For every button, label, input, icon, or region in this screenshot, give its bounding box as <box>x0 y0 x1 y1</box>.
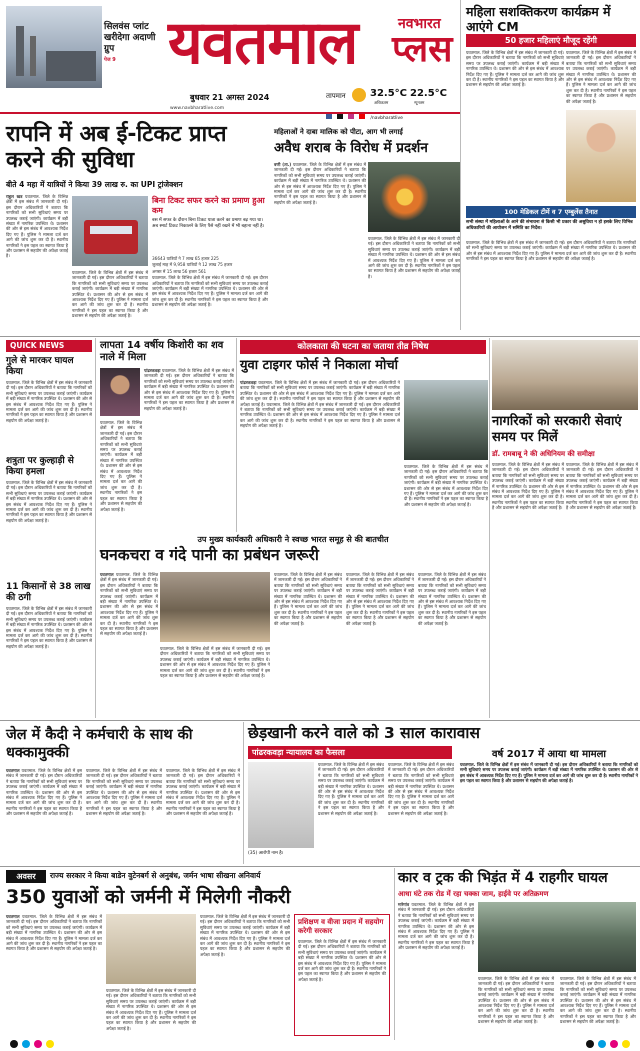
accident-body-2: यवतमाल. जिले के विभिन्न क्षेत्रों में इस संबंध में जानकारी दी गई। इस दौरान अधिकारियों ने बताया कि नागरिकों को सभी सुविधाएं समय पर उपलब्ध कराई जाएंगी। कार्यक्रम में बड़ी संख्या में नागरिक उपस्थित थे। प्रशासन की ओर से इस संबंध में आवश्यक निर्देश दिए गए हैं। पुलिस ने मामला दर्ज कर आगे की जांच शुरू कर दी है। स्थानीय नागरिकों ने इस पहल का स्वागत किया है और प्रशासन से सहयोग की अपेक्षा जताई है। <box>478 976 554 1025</box>
lead-story <box>0 116 270 336</box>
liquor-body: वणी (ता.) यवतमाल. जिले के विभिन्न क्षेत्रों में इस संबंध में जानकारी दी गई। इस दौरान अधिकारियों ने बताया कि नागरिकों को सभी सुविधाएं समय पर उपलब्ध कराई जाएंगी। कार्यक्रम में बड़ी संख्या में नागरिक उपस्थित थे। प्रशासन की ओर से इस संबंध में आवश्यक निर्देश दिए गए हैं। पुलिस ने मामला दर्ज कर आगे की जांच शुरू कर दी है। स्थानीय नागरिकों ने इस पहल का स्वागत किया है और प्रशासन से सहयोग की अपेक्षा जताई है। <box>274 162 366 205</box>
divider <box>489 338 490 718</box>
waste-body: यवतमाल यवतमाल. जिले के विभिन्न क्षेत्रों में इस संबंध में जानकारी दी गई। इस दौरान अधिकारियों ने बताया कि नागरिकों को सभी सुविधाएं समय पर उपलब्ध कराई जाएंगी। कार्यक्रम में बड़ी संख्या में नागरिक उपस्थित थे। प्रशासन की ओर से इस संबंध में आवश्यक निर्देश दिए गए हैं। पुलिस ने मामला दर्ज कर आगे की जांच शुरू कर दी है। स्थानीय नागरिकों ने इस पहल का स्वागत किया है और प्रशासन से सहयोग की अपेक्षा जताई है। <box>100 572 158 637</box>
liquor-body-2: यवतमाल. जिले के विभिन्न क्षेत्रों में इस संबंध में जानकारी दी गई। इस दौरान अधिकारियों ने बताया कि नागरिकों को सभी सुविधाएं समय पर उपलब्ध कराई जाएंगी। कार्यक्रम में बड़ी संख्या में नागरिक उपस्थित थे। प्रशासन की ओर से इस संबंध में आवश्यक निर्देश दिए गए हैं। पुलिस ने मामला दर्ज कर आगे की जांच शुरू कर दी है। स्थानीय नागरिकों ने इस पहल का स्वागत किया है और प्रशासन से सहयोग की अपेक्षा जताई है। <box>368 236 460 279</box>
citizens-photo <box>492 340 638 410</box>
cm-event-section <box>462 0 640 330</box>
kolkata-photo <box>404 380 488 460</box>
germany-box-title: प्रशिक्षण व वीजा प्रदान में सहयोग करेगी सरकार <box>298 918 384 935</box>
waste-body-4: यवतमाल. जिले के विभिन्न क्षेत्रों में इस संबंध में जानकारी दी गई। इस दौरान अधिकारियों ने बताया कि नागरिकों को सभी सुविधाएं समय पर उपलब्ध कराई जाएंगी। कार्यक्रम में बड़ी संख्या में नागरिक उपस्थित थे। प्रशासन की ओर से इस संबंध में आवश्यक निर्देश दिए गए हैं। पुलिस ने मामला दर्ज कर आगे की जांच शुरू कर दी है। स्थानीय नागरिकों ने इस पहल का स्वागत किया है और प्रशासन से सहयोग की अपेक्षा जताई है। <box>346 572 414 626</box>
missing-girl-headline: लापता 14 वर्षीय किशोरी का शव नाले में मिला <box>100 340 224 363</box>
kolkata-story <box>238 338 488 532</box>
germany-box <box>294 914 390 1036</box>
accident-body-3: यवतमाल. जिले के विभिन्न क्षेत्रों में इस संबंध में जानकारी दी गई। इस दौरान अधिकारियों ने बताया कि नागरिकों को सभी सुविधाएं समय पर उपलब्ध कराई जाएंगी। कार्यक्रम में बड़ी संख्या में नागरिक उपस्थित थे। प्रशासन की ओर से इस संबंध में आवश्यक निर्देश दिए गए हैं। पुलिस ने मामला दर्ज कर आगे की जांच शुरू कर दी है। स्थानीय नागरिकों ने इस पहल का स्वागत किया है और प्रशासन से सहयोग की अपेक्षा जताई है। <box>560 976 636 1025</box>
divider <box>0 720 640 721</box>
harass-subhead: पांढरकवड़ा न्यायालय का फैसला <box>248 746 452 759</box>
harass-story <box>246 722 640 864</box>
lead-subhead: बीते 4 महा में यात्रियों ने किया 39 लाख रु. का UPI ट्रांजेक्शन <box>6 180 183 189</box>
quick-news-body-1: यवतमाल. जिले के विभिन्न क्षेत्रों में इस संबंध में जानकारी दी गई। इस दौरान अधिकारियों ने बताया कि नागरिकों को सभी सुविधाएं समय पर उपलब्ध कराई जाएंगी। कार्यक्रम में बड़ी संख्या में नागरिक उपस्थित थे। प्रशासन की ओर से इस संबंध में आवश्यक निर्देश दिए गए हैं। पुलिस ने मामला दर्ज कर आगे की जांच शुरू कर दी है। स्थानीय नागरिकों ने इस पहल का स्वागत किया है और प्रशासन से सहयोग की अपेक्षा जताई है। <box>6 380 92 423</box>
accident-headline: कार व ट्रक की भिड़ंत में 4 राहगीर घायल <box>398 870 608 886</box>
kolkata-body-2: यवतमाल. जिले के विभिन्न क्षेत्रों में इस संबंध में जानकारी दी गई। इस दौरान अधिकारियों ने बताया कि नागरिकों को सभी सुविधाएं समय पर उपलब्ध कराई जाएंगी। कार्यक्रम में बड़ी संख्या में नागरिक उपस्थित थे। प्रशासन की ओर से इस संबंध में आवश्यक निर्देश दिए गए हैं। पुलिस ने मामला दर्ज कर आगे की जांच शुरू कर दी है। स्थानीय नागरिकों ने इस पहल का स्वागत किया है और प्रशासन से सहयोग की अपेक्षा जताई है। <box>404 464 488 507</box>
harass-headline: छेड़खानी करने वाले को 3 साल कारावास <box>248 724 480 742</box>
cm-photo <box>566 110 636 202</box>
germany-body-3: यवतमाल. जिले के विभिन्न क्षेत्रों में इस संबंध में जानकारी दी गई। इस दौरान अधिकारियों ने बताया कि नागरिकों को सभी सुविधाएं समय पर उपलब्ध कराई जाएंगी। कार्यक्रम में बड़ी संख्या में नागरिक उपस्थित थे। प्रशासन की ओर से इस संबंध में आवश्यक निर्देश दिए गए हैं। पुलिस ने मामला दर्ज कर आगे की जांच शुरू कर दी है। स्थानीय नागरिकों ने इस पहल का स्वागत किया है और प्रशासन से सहयोग की अपेक्षा जताई है। <box>200 914 290 957</box>
harass-side-body: यवतमाल. जिले के विभिन्न क्षेत्रों में इस संबंध में जानकारी दी गई। इस दौरान अधिकारियों ने बताया कि नागरिकों को सभी सुविधाएं समय पर उपलब्ध कराई जाएंगी। कार्यक्रम में बड़ी संख्या में नागरिक उपस्थित थे। प्रशासन की ओर से इस संबंध में आवश्यक निर्देश दिए गए हैं। पुलिस ने मामला दर्ज कर आगे की जांच शुरू कर दी है। स्थानीय नागरिकों ने इस पहल का स्वागत किया है और प्रशासन से सहयोग की अपेक्षा जताई है। <box>460 762 638 784</box>
sun-icon <box>352 88 366 102</box>
website-link[interactable]: www.navbharatlive.com <box>170 106 225 111</box>
brand-top: नवभारत <box>398 16 441 32</box>
jail-body: यवतमाल यवतमाल. जिले के विभिन्न क्षेत्रों में इस संबंध में जानकारी दी गई। इस दौरान अधिकारियों ने बताया कि नागरिकों को सभी सुविधाएं समय पर उपलब्ध कराई जाएंगी। कार्यक्रम में बड़ी संख्या में नागरिक उपस्थित थे। प्रशासन की ओर से इस संबंध में आवश्यक निर्देश दिए गए हैं। पुलिस ने मामला दर्ज कर आगे की जांच शुरू कर दी है। स्थानीय नागरिकों ने इस पहल का स्वागत किया है और प्रशासन से सहयोग की अपेक्षा जताई है। <box>6 768 82 817</box>
waste-body-5: यवतमाल. जिले के विभिन्न क्षेत्रों में इस संबंध में जानकारी दी गई। इस दौरान अधिकारियों ने बताया कि नागरिकों को सभी सुविधाएं समय पर उपलब्ध कराई जाएंगी। कार्यक्रम में बड़ी संख्या में नागरिक उपस्थित थे। प्रशासन की ओर से इस संबंध में आवश्यक निर्देश दिए गए हैं। पुलिस ने मामला दर्ज कर आगे की जांच शुरू कर दी है। स्थानीय नागरिकों ने इस पहल का स्वागत किया है और प्रशासन से सहयोग की अपेक्षा जताई है। <box>418 572 486 626</box>
harass-body-2: यवतमाल. जिले के विभिन्न क्षेत्रों में इस संबंध में जानकारी दी गई। इस दौरान अधिकारियों ने बताया कि नागरिकों को सभी सुविधाएं समय पर उपलब्ध कराई जाएंगी। कार्यक्रम में बड़ी संख्या में नागरिक उपस्थित थे। प्रशासन की ओर से इस संबंध में आवश्यक निर्देश दिए गए हैं। पुलिस ने मामला दर्ज कर आगे की जांच शुरू कर दी है। स्थानीय नागरिकों ने इस पहल का स्वागत किया है और प्रशासन से सहयोग की अपेक्षा जताई है। <box>388 762 454 816</box>
cm-subhead: 50 हजार महिलाएं मौजूद रहेंगी <box>466 34 636 47</box>
divider <box>394 868 395 1040</box>
temp-max: 32.5°C <box>370 88 408 99</box>
registration-mark-icon <box>598 1040 606 1048</box>
cm-caption: सभी संस्था में महिलाओं के आने की संभावना से किसी भी प्रकार की असुविधा न हो इसके लिए विभिन्न अधिकारियों की आयोजन में समिति का निर्देश। <box>466 220 633 231</box>
citizens-body: यवतमाल. जिले के विभिन्न क्षेत्रों में इस संबंध में जानकारी दी गई। इस दौरान अधिकारियों ने बताया कि नागरिकों को सभी सुविधाएं समय पर उपलब्ध कराई जाएंगी। कार्यक्रम में बड़ी संख्या में नागरिक उपस्थित थे। प्रशासन की ओर से इस संबंध में आवश्यक निर्देश दिए गए हैं। पुलिस ने मामला दर्ज कर आगे की जांच शुरू कर दी है। स्थानीय नागरिकों ने इस पहल का स्वागत किया है और प्रशासन से सहयोग की अपेक्षा जताई है। <box>492 462 564 511</box>
ad-headline: सिलवंस प्लांट खरीदेगा अदाणी ग्रुप पेज 9 <box>104 22 156 63</box>
registration-mark-icon <box>586 1040 594 1048</box>
temp-min-label: न्यूनतम <box>414 100 425 105</box>
callout-text: बस में सफर के दौरान बिना टिकट यात्रा करने का प्रमाण बढ़ गया था। अब स्मार्ट टिकट निकालने के लिए पैसे नहीं रखने में भी बहाना नहीं है। <box>152 218 265 229</box>
germany-photo <box>106 914 196 984</box>
cm-body: यवतमाल. जिले के विभिन्न क्षेत्रों में इस संबंध में जानकारी दी गई। इस दौरान अधिकारियों ने बताया कि नागरिकों को सभी सुविधाएं समय पर उपलब्ध कराई जाएंगी। कार्यक्रम में बड़ी संख्या में नागरिक उपस्थित थे। प्रशासन की ओर से इस संबंध में आवश्यक निर्देश दिए गए हैं। पुलिस ने मामला दर्ज कर आगे की जांच शुरू कर दी है। स्थानीय नागरिकों ने इस पहल का स्वागत किया है और प्रशासन से सहयोग की अपेक्षा जताई है। <box>466 50 564 88</box>
harass-side-head: वर्ष 2017 में आया था मामला <box>491 749 607 760</box>
divider <box>236 338 237 532</box>
accident-body: मारेगांव यवतमाल. जिले के विभिन्न क्षेत्रों में इस संबंध में जानकारी दी गई। इस दौरान अधिकारियों ने बताया कि नागरिकों को सभी सुविधाएं समय पर उपलब्ध कराई जाएंगी। कार्यक्रम में बड़ी संख्या में नागरिक उपस्थित थे। प्रशासन की ओर से इस संबंध में आवश्यक निर्देश दिए गए हैं। पुलिस ने मामला दर्ज कर आगे की जांच शुरू कर दी है। स्थानीय नागरिकों ने इस पहल का स्वागत किया है और प्रशासन से सहयोग की अपेक्षा जताई है। <box>398 902 474 951</box>
lead-bus-photo <box>72 196 148 266</box>
quick-news-headline-2: शत्रुता पर कुल्हाड़ी से किया हमला <box>6 456 74 477</box>
missing-girl-photo <box>100 368 140 416</box>
citizens-body-2: यवतमाल. जिले के विभिन्न क्षेत्रों में इस संबंध में जानकारी दी गई। इस दौरान अधिकारियों ने बताया कि नागरिकों को सभी सुविधाएं समय पर उपलब्ध कराई जाएंगी। कार्यक्रम में बड़ी संख्या में नागरिक उपस्थित थे। प्रशासन की ओर से इस संबंध में आवश्यक निर्देश दिए गए हैं। पुलिस ने मामला दर्ज कर आगे की जांच शुरू कर दी है। स्थानीय नागरिकों ने इस पहल का स्वागत किया है और प्रशासन से सहयोग की अपेक्षा जताई है। <box>566 462 638 511</box>
citizens-subhead: डॉ. रामबाबू ने की अधिनियम की समीक्षा <box>492 450 595 458</box>
germany-body: यवतमाल यवतमाल. जिले के विभिन्न क्षेत्रों में इस संबंध में जानकारी दी गई। इस दौरान अधिकारियों ने बताया कि नागरिकों को सभी सुविधाएं समय पर उपलब्ध कराई जाएंगी। कार्यक्रम में बड़ी संख्या में नागरिक उपस्थित थे। प्रशासन की ओर से इस संबंध में आवश्यक निर्देश दिए गए हैं। पुलिस ने मामला दर्ज कर आगे की जांच शुरू कर दी है। स्थानीय नागरिकों ने इस पहल का स्वागत किया है और प्रशासन से सहयोग की अपेक्षा जताई है। <box>6 914 102 952</box>
cm-banner: 100 मेडिकल टीमें व 7 एम्बुलेंस तैनात <box>466 206 636 218</box>
waste-kicker: उप मुख्य कार्यकारी अधिकारी ने स्वच्छ भारत समूह से की बातचीत <box>197 535 389 544</box>
registration-mark-icon <box>622 1040 630 1048</box>
registration-mark-icon <box>22 1040 30 1048</box>
missing-girl-body: पांढरकवड़ा यवतमाल. जिले के विभिन्न क्षेत्रों में इस संबंध में जानकारी दी गई। इस दौरान अधिकारियों ने बताया कि नागरिकों को सभी सुविधाएं समय पर उपलब्ध कराई जाएंगी। कार्यक्रम में बड़ी संख्या में नागरिक उपस्थित थे। प्रशासन की ओर से इस संबंध में आवश्यक निर्देश दिए गए हैं। पुलिस ने मामला दर्ज कर आगे की जांच शुरू कर दी है। स्थानीय नागरिकों ने इस पहल का स्वागत किया है और प्रशासन से सहयोग की अपेक्षा जताई है। <box>144 368 234 411</box>
kolkata-kicker: कोलकाता की घटना का जताया तीव्र निषेध <box>240 340 486 354</box>
quick-news-body-3: यवतमाल. जिले के विभिन्न क्षेत्रों में इस संबंध में जानकारी दी गई। इस दौरान अधिकारियों ने बताया कि नागरिकों को सभी सुविधाएं समय पर उपलब्ध कराई जाएंगी। कार्यक्रम में बड़ी संख्या में नागरिक उपस्थित थे। प्रशासन की ओर से इस संबंध में आवश्यक निर्देश दिए गए हैं। पुलिस ने मामला दर्ज कर आगे की जांच शुरू कर दी है। स्थानीय नागरिकों ने इस पहल का स्वागत किया है और प्रशासन से सहयोग की अपेक्षा जताई है। <box>6 606 92 649</box>
jail-body-2: यवतमाल. जिले के विभिन्न क्षेत्रों में इस संबंध में जानकारी दी गई। इस दौरान अधिकारियों ने बताया कि नागरिकों को सभी सुविधाएं समय पर उपलब्ध कराई जाएंगी। कार्यक्रम में बड़ी संख्या में नागरिक उपस्थित थे। प्रशासन की ओर से इस संबंध में आवश्यक निर्देश दिए गए हैं। पुलिस ने मामला दर्ज कर आगे की जांच शुरू कर दी है। स्थानीय नागरिकों ने इस पहल का स्वागत किया है और प्रशासन से सहयोग की अपेक्षा जताई है। <box>86 768 162 817</box>
harass-caption: (35) आरोपी नाम है। <box>248 851 284 856</box>
missing-girl-body-2: यवतमाल. जिले के विभिन्न क्षेत्रों में इस संबंध में जानकारी दी गई। इस दौरान अधिकारियों ने बताया कि नागरिकों को सभी सुविधाएं समय पर उपलब्ध कराई जाएंगी। कार्यक्रम में बड़ी संख्या में नागरिक उपस्थित थे। प्रशासन की ओर से इस संबंध में आवश्यक निर्देश दिए गए हैं। पुलिस ने मामला दर्ज कर आगे की जांच शुरू कर दी है। स्थानीय नागरिकों ने इस पहल का स्वागत किया है और प्रशासन से सहयोग की अपेक्षा जताई है। <box>100 420 142 512</box>
lead-stats: 36643 यात्रियों ने 7 लाख 65 हजार 225 जुलाई माह में 9,958 यात्रियों ने 12 लाख 75 हजार अगस्त में 15 लाख 56 हजार 561 यवतमाल. जिले के विभिन्न क्षेत्रों में इस संबंध में जानकारी दी गई। इस दौरान अधिकारियों ने बताया कि नागरिकों को सभी सुविधाएं समय पर उपलब्ध कराई जाएंगी। कार्यक्रम में बड़ी संख्या में नागरिक उपस्थित थे। प्रशासन की ओर से इस संबंध में आवश्यक निर्देश दिए गए हैं। पुलिस ने मामला दर्ज कर आगे की जांच शुरू कर दी है। स्थानीय नागरिकों ने इस पहल का स्वागत किया है और प्रशासन से सहयोग की अपेक्षा जताई है। <box>152 256 268 308</box>
germany-headline: 350 युवाओं को जर्मनी में मिलेगी नौकरी <box>6 886 291 908</box>
masthead-date: बुधवार 21 अगस्त 2024 <box>190 93 270 102</box>
harass-body: यवतमाल. जिले के विभिन्न क्षेत्रों में इस संबंध में जानकारी दी गई। इस दौरान अधिकारियों ने बताया कि नागरिकों को सभी सुविधाएं समय पर उपलब्ध कराई जाएंगी। कार्यक्रम में बड़ी संख्या में नागरिक उपस्थित थे। प्रशासन की ओर से इस संबंध में आवश्यक निर्देश दिए गए हैं। पुलिस ने मामला दर्ज कर आगे की जांच शुरू कर दी है। स्थानीय नागरिकों ने इस पहल का स्वागत किया है और प्रशासन से सहयोग की अपेक्षा जताई है। <box>318 762 384 816</box>
divider <box>95 338 96 718</box>
kolkata-headline: युवा टाइगर फोर्स ने निकाला मोर्चा <box>240 358 398 373</box>
lead-headline: रापनि में अब ई-टिकट प्राप्त करने की सुविधा <box>6 122 227 173</box>
registration-mark-icon <box>46 1040 54 1048</box>
ad-factory-image <box>6 6 102 88</box>
jail-story <box>0 722 242 864</box>
waste-body-2: यवतमाल. जिले के विभिन्न क्षेत्रों में इस संबंध में जानकारी दी गई। इस दौरान अधिकारियों ने बताया कि नागरिकों को सभी सुविधाएं समय पर उपलब्ध कराई जाएंगी। कार्यक्रम में बड़ी संख्या में नागरिक उपस्थित थे। प्रशासन की ओर से इस संबंध में आवश्यक निर्देश दिए गए हैं। पुलिस ने मामला दर्ज कर आगे की जांच शुरू कर दी है। स्थानीय नागरिकों ने इस पहल का स्वागत किया है और प्रशासन से सहयोग की अपेक्षा जताई है। <box>160 646 270 679</box>
registration-mark-icon <box>34 1040 42 1048</box>
lead-body: राहुल खत्र यवतमाल. जिले के विभिन्न क्षेत्रों में इस संबंध में जानकारी दी गई। इस दौरान अधिकारियों ने बताया कि नागरिकों को सभी सुविधाएं समय पर उपलब्ध कराई जाएंगी। कार्यक्रम में बड़ी संख्या में नागरिक उपस्थित थे। प्रशासन की ओर से इस संबंध में आवश्यक निर्देश दिए गए हैं। पुलिस ने मामला दर्ज कर आगे की जांच शुरू कर दी है। स्थानीय नागरिकों ने इस पहल का स्वागत किया है और प्रशासन से सहयोग की अपेक्षा जताई है। <box>6 194 68 259</box>
waste-headline: घनकचरा व गंदे पानी का प्रबंधन जरूरी <box>100 546 319 564</box>
germany-body-2: यवतमाल. जिले के विभिन्न क्षेत्रों में इस संबंध में जानकारी दी गई। इस दौरान अधिकारियों ने बताया कि नागरिकों को सभी सुविधाएं समय पर उपलब्ध कराई जाएंगी। कार्यक्रम में बड़ी संख्या में नागरिक उपस्थित थे। प्रशासन की ओर से इस संबंध में आवश्यक निर्देश दिए गए हैं। पुलिस ने मामला दर्ज कर आगे की जांच शुरू कर दी है। स्थानीय नागरिकों ने इस पहल का स्वागत किया है और प्रशासन से सहयोग की अपेक्षा जताई है। <box>106 988 196 1031</box>
divider <box>0 336 640 337</box>
quick-news-headline-3: 11 किसानों से 38 लाख की ठगी <box>6 582 91 603</box>
waste-story <box>98 534 488 720</box>
quick-news-headline-1: गुले से मारकर घायल किया <box>6 356 74 377</box>
social-handle: /navbharatlive <box>370 116 403 121</box>
divider <box>0 866 640 867</box>
temp-label: तापमान <box>326 92 346 100</box>
citizens-story <box>490 338 640 718</box>
quick-news-body-2: यवतमाल. जिले के विभिन्न क्षेत्रों में इस संबंध में जानकारी दी गई। इस दौरान अधिकारियों ने बताया कि नागरिकों को सभी सुविधाएं समय पर उपलब्ध कराई जाएंगी। कार्यक्रम में बड़ी संख्या में नागरिक उपस्थित थे। प्रशासन की ओर से इस संबंध में आवश्यक निर्देश दिए गए हैं। पुलिस ने मामला दर्ज कर आगे की जांच शुरू कर दी है। स्थानीय नागरिकों ने इस पहल का स्वागत किया है और प्रशासन से सहयोग की अपेक्षा जताई है। <box>6 480 92 523</box>
jail-body-3: यवतमाल. जिले के विभिन्न क्षेत्रों में इस संबंध में जानकारी दी गई। इस दौरान अधिकारियों ने बताया कि नागरिकों को सभी सुविधाएं समय पर उपलब्ध कराई जाएंगी। कार्यक्रम में बड़ी संख्या में नागरिक उपस्थित थे। प्रशासन की ओर से इस संबंध में आवश्यक निर्देश दिए गए हैं। पुलिस ने मामला दर्ज कर आगे की जांच शुरू कर दी है। स्थानीय नागरिकों ने इस पहल का स्वागत किया है और प्रशासन से सहयोग की अपेक्षा जताई है। <box>166 768 240 817</box>
harass-photo <box>248 762 314 848</box>
germany-box-body: यवतमाल. जिले के विभिन्न क्षेत्रों में इस संबंध में जानकारी दी गई। इस दौरान अधिकारियों ने बताया कि नागरिकों को सभी सुविधाएं समय पर उपलब्ध कराई जाएंगी। कार्यक्रम में बड़ी संख्या में नागरिक उपस्थित थे। प्रशासन की ओर से इस संबंध में आवश्यक निर्देश दिए गए हैं। पुलिस ने मामला दर्ज कर आगे की जांच शुरू कर दी है। स्थानीय नागरिकों ने इस पहल का स्वागत किया है और प्रशासन से सहयोग की अपेक्षा जताई है। <box>298 939 386 982</box>
germany-kicker: राज्य सरकार ने किया बाडेन वुटेनबर्ग से अनुबंध, जर्मन भाषा सीखना अनिवार्य <box>50 871 261 880</box>
accident-photo <box>478 902 636 972</box>
kolkata-body: पांढरकवड़ा यवतमाल. जिले के विभिन्न क्षेत्रों में इस संबंध में जानकारी दी गई। इस दौरान अधिकारियों ने बताया कि नागरिकों को सभी सुविधाएं समय पर उपलब्ध कराई जाएंगी। कार्यक्रम में बड़ी संख्या में नागरिक उपस्थित थे। प्रशासन की ओर से इस संबंध में आवश्यक निर्देश दिए गए हैं। पुलिस ने मामला दर्ज कर आगे की जांच शुरू कर दी है। स्थानीय नागरिकों ने इस पहल का स्वागत किया है और प्रशासन से सहयोग की अपेक्षा जताई है। यवतमाल. जिले के विभिन्न क्षेत्रों में इस संबंध में जानकारी दी गई। इस दौरान अधिकारियों ने बताया कि नागरिकों को सभी सुविधाएं समय पर उपलब्ध कराई जाएंगी। कार्यक्रम में बड़ी संख्या में नागरिक उपस्थित थे। प्रशासन की ओर से इस संबंध में आवश्यक निर्देश दिए गए हैं। पुलिस ने मामला दर्ज कर आगे की जांच शुरू कर दी है। स्थानीय नागरिकों ने इस पहल का स्वागत किया है और प्रशासन से सहयोग की अपेक्षा जताई है। <box>240 380 400 429</box>
registration-mark-icon <box>10 1040 18 1048</box>
cm-headline: महिला सशक्तिकरण कार्यक्रम में आएंगे CM <box>466 4 611 34</box>
divider <box>460 0 461 330</box>
citizens-headline: नागरिकों को सरकारी सेवाएं समय पर मिलें <box>492 414 622 445</box>
callout-title: बिना टिकट सफर करने का प्रमाण हुआ कम <box>152 196 265 215</box>
registration-mark-icon <box>610 1040 618 1048</box>
masthead-rule <box>0 112 460 114</box>
quick-news-label: QUICK NEWS <box>6 340 92 352</box>
lead-callout <box>152 196 268 230</box>
liquor-headline: अवैध शराब के विरोध में प्रदर्शन <box>274 140 428 156</box>
jail-headline: जेल में कैदी ने कर्मचारी के साथ की धक्कामुक्की <box>6 727 193 761</box>
brand-bottom: प्लस <box>392 29 453 70</box>
germany-label: अवसर <box>6 870 46 883</box>
liquor-kicker: महिलाओं ने दाबा मालिक को पीटा, आग भी लगाई <box>274 128 403 136</box>
temp-max-label: अधिकतम <box>374 100 389 105</box>
quick-news <box>0 338 94 718</box>
waste-photo <box>160 572 270 642</box>
cm-body-2: यवतमाल. जिले के विभिन्न क्षेत्रों में इस संबंध में जानकारी दी गई। इस दौरान अधिकारियों ने बताया कि नागरिकों को सभी सुविधाएं समय पर उपलब्ध कराई जाएंगी। कार्यक्रम में बड़ी संख्या में नागरिक उपस्थित थे। प्रशासन की ओर से इस संबंध में आवश्यक निर्देश दिए गए हैं। पुलिस ने मामला दर्ज कर आगे की जांच शुरू कर दी है। स्थानीय नागरिकों ने इस पहल का स्वागत किया है और प्रशासन से सहयोग की अपेक्षा जताई है। <box>566 50 636 104</box>
temp-min: 22.5°C <box>410 88 448 99</box>
divider <box>243 722 244 864</box>
lead-body-2: यवतमाल. जिले के विभिन्न क्षेत्रों में इस संबंध में जानकारी दी गई। इस दौरान अधिकारियों ने बताया कि नागरिकों को सभी सुविधाएं समय पर उपलब्ध कराई जाएंगी। कार्यक्रम में बड़ी संख्या में नागरिक उपस्थित थे। प्रशासन की ओर से इस संबंध में आवश्यक निर्देश दिए गए हैं। पुलिस ने मामला दर्ज कर आगे की जांच शुरू कर दी है। स्थानीय नागरिकों ने इस पहल का स्वागत किया है और प्रशासन से सहयोग की अपेक्षा जताई है। <box>72 270 148 319</box>
cm-body-3: यवतमाल. जिले के विभिन्न क्षेत्रों में इस संबंध में जानकारी दी गई। इस दौरान अधिकारियों ने बताया कि नागरिकों को सभी सुविधाएं समय पर उपलब्ध कराई जाएंगी। कार्यक्रम में बड़ी संख्या में नागरिक उपस्थित थे। प्रशासन की ओर से इस संबंध में आवश्यक निर्देश दिए गए हैं। पुलिस ने मामला दर्ज कर आगे की जांच शुरू कर दी है। स्थानीय नागरिकों ने इस पहल का स्वागत किया है और प्रशासन से सहयोग की अपेक्षा जताई है। <box>466 240 636 262</box>
missing-girl-story <box>98 338 234 532</box>
accident-story <box>396 868 640 1040</box>
masthead-title: यवतमाल <box>168 8 358 78</box>
germany-story <box>0 868 392 1040</box>
liquor-story <box>272 116 460 336</box>
waste-body-3: यवतमाल. जिले के विभिन्न क्षेत्रों में इस संबंध में जानकारी दी गई। इस दौरान अधिकारियों ने बताया कि नागरिकों को सभी सुविधाएं समय पर उपलब्ध कराई जाएंगी। कार्यक्रम में बड़ी संख्या में नागरिक उपस्थित थे। प्रशासन की ओर से इस संबंध में आवश्यक निर्देश दिए गए हैं। पुलिस ने मामला दर्ज कर आगे की जांच शुरू कर दी है। स्थानीय नागरिकों ने इस पहल का स्वागत किया है और प्रशासन से सहयोग की अपेक्षा जताई है। <box>274 572 342 626</box>
liquor-fire-photo <box>368 162 460 232</box>
accident-subhead: आधा घंटे तक रोड में रहा चक्का जाम, हाईवे पर अतिक्रमण <box>398 890 549 898</box>
